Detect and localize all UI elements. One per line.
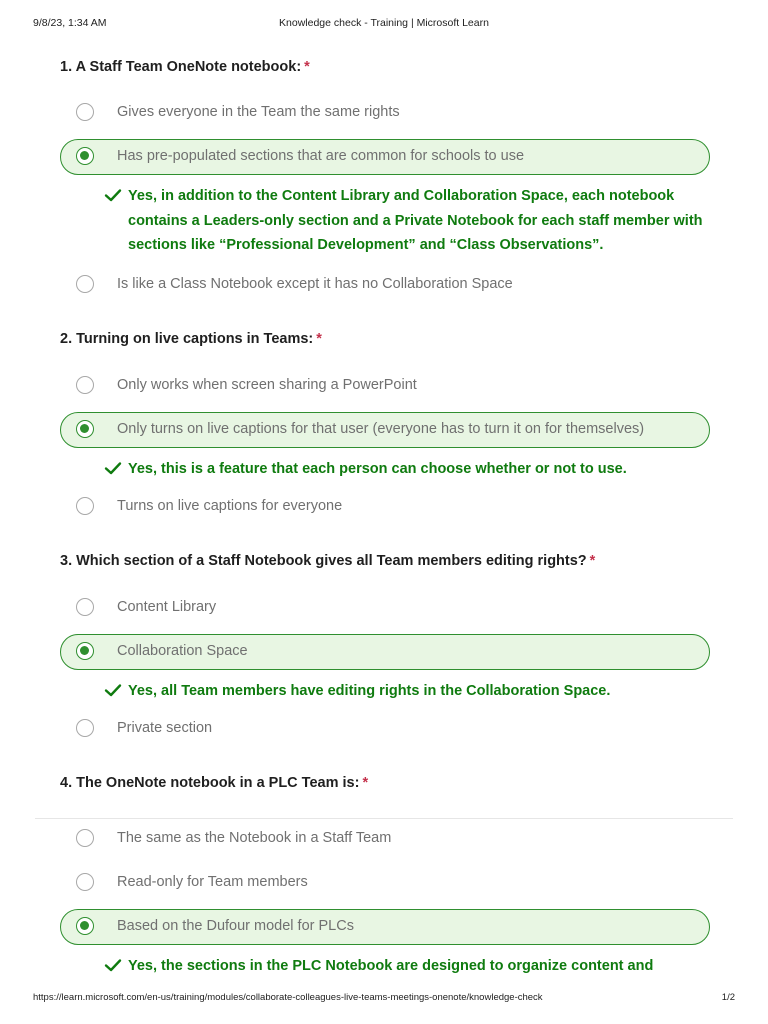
- radio-icon[interactable]: [76, 598, 94, 616]
- answer-option-selected[interactable]: [60, 909, 710, 945]
- question-text: 3. Which section of a Staff Notebook gives all Team members editing rights?: [60, 553, 587, 569]
- answer-option-label: Has pre-populated sections that are common for schools to use: [117, 148, 525, 164]
- question-2: [60, 331, 322, 347]
- answer-option[interactable]: [60, 865, 710, 901]
- check-icon: [104, 459, 122, 477]
- feedback-text: Yes, this is a feature that each person can choose whether or not to use.: [128, 461, 627, 477]
- answer-option-selected[interactable]: [60, 139, 710, 175]
- radio-icon[interactable]: [76, 376, 94, 394]
- answer-feedback: [104, 954, 714, 979]
- radio-icon[interactable]: [76, 873, 94, 891]
- answer-option-label: Only turns on live captions for that user (everyone has to turn it on for themselves): [117, 421, 645, 437]
- radio-icon[interactable]: [76, 147, 94, 165]
- question-4: [60, 775, 368, 791]
- check-icon: [104, 186, 122, 204]
- check-icon: [104, 956, 122, 974]
- question-text: 2. Turning on live captions in Teams:: [60, 331, 314, 347]
- required-marker: *: [589, 553, 596, 569]
- answer-feedback: [104, 679, 714, 704]
- answer-option-selected[interactable]: [60, 634, 710, 670]
- answer-option[interactable]: [60, 267, 710, 303]
- feedback-text: Yes, in addition to the Content Library and Collaboration Space, each notebook contains a Leaders-only section and a Private Notebook for each staff member with sections like “Professional Development” and “Class Observations”.: [128, 188, 703, 253]
- answer-option[interactable]: [60, 368, 710, 404]
- answer-option-label: Based on the Dufour model for PLCs: [117, 918, 354, 934]
- radio-icon[interactable]: [76, 275, 94, 293]
- answer-option-label: Gives everyone in the Team the same rights: [117, 104, 400, 120]
- answer-option-label: Collaboration Space: [117, 643, 248, 659]
- radio-icon[interactable]: [76, 917, 94, 935]
- radio-icon[interactable]: [76, 719, 94, 737]
- question-3: [60, 553, 595, 569]
- required-marker: *: [304, 59, 310, 75]
- answer-option[interactable]: [60, 711, 710, 747]
- answer-option-label: Read-only for Team members: [117, 874, 308, 890]
- question-1: [60, 59, 310, 75]
- answer-option-label: Content Library: [117, 599, 217, 615]
- answer-option[interactable]: [60, 95, 710, 131]
- radio-icon[interactable]: [76, 642, 94, 660]
- radio-icon[interactable]: [76, 497, 94, 515]
- answer-option[interactable]: [60, 489, 710, 525]
- radio-icon[interactable]: [76, 829, 94, 847]
- radio-icon[interactable]: [76, 420, 94, 438]
- answer-feedback: [104, 184, 714, 258]
- answer-option[interactable]: [60, 590, 710, 626]
- answer-option-label: The same as the Notebook in a Staff Team: [117, 830, 392, 846]
- required-marker: *: [316, 331, 322, 347]
- print-footer: [0, 992, 768, 1008]
- answer-option-label: Private section: [117, 720, 213, 736]
- print-url: https://learn.microsoft.com/en-us/training/modules/collaborate-colleagues-live-teams-meetings-onenote/knowledge-check: [33, 992, 543, 1003]
- section-divider: [35, 818, 733, 819]
- question-text: 4. The OneNote notebook in a PLC Team is:: [60, 775, 360, 791]
- print-page-title: Knowledge check - Training | Microsoft Learn: [279, 17, 489, 29]
- answer-feedback: [104, 457, 714, 482]
- question-text: 1. A Staff Team OneNote notebook:: [60, 59, 302, 75]
- print-date: 9/8/23, 1:34 AM: [33, 17, 107, 29]
- answer-option[interactable]: [60, 821, 710, 857]
- required-marker: *: [362, 775, 369, 791]
- answer-option-selected[interactable]: [60, 412, 710, 448]
- answer-option-label: Turns on live captions for everyone: [117, 498, 343, 514]
- answer-option-label: Is like a Class Notebook except it has no Collaboration Space: [117, 276, 513, 292]
- answer-option-label: Only works when screen sharing a PowerPoint: [117, 377, 417, 393]
- feedback-text: Yes, the sections in the PLC Notebook are designed to organize content and: [128, 958, 654, 974]
- check-icon: [104, 681, 122, 699]
- radio-icon[interactable]: [76, 103, 94, 121]
- feedback-text: Yes, all Team members have editing rights in the Collaboration Space.: [128, 683, 611, 699]
- page-number: 1/2: [721, 992, 735, 1003]
